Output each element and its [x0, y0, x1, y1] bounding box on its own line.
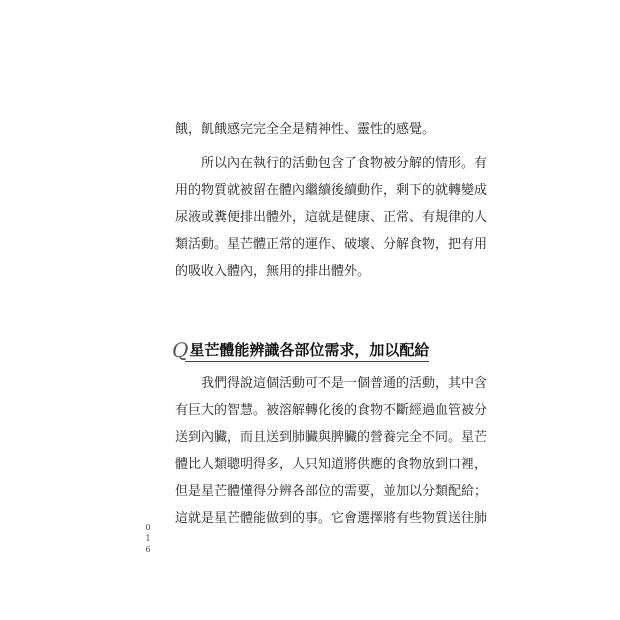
section-heading-text: 星芒體能辨識各部位需求，加以配給 [185, 339, 429, 362]
page-number-digit: 1 [145, 534, 151, 543]
text-line: 尿液或糞便排出體外，這就是健康、正常、有規律的人 [175, 210, 488, 225]
text-line: 但是星芒體懂得分辨各部位的需要，並加以分類配給； [175, 484, 488, 499]
text-line: 所以內在執行的活動包含了食物被分解的情形。有 [175, 156, 488, 171]
page-number-digit: 6 [145, 545, 151, 554]
page-number [143, 522, 153, 555]
text-line: 這就是星芒體能做到的事。它會選擇將有些物質送往肺 [175, 511, 488, 526]
text-line: 用的物質就被留在體內繼續後續動作，剩下的就轉變成 [175, 183, 488, 198]
text-line: 我們得說這個活動可不是一個普通的活動，其中含 [175, 376, 488, 391]
section-heading [172, 338, 429, 362]
question-mark-icon: Q [172, 338, 183, 362]
text-line: 體比人類聰明得多，人只知道將供應的食物放到口裡， [175, 457, 488, 472]
text-line: 送到內臟，而且送到肺臟與脾臟的營養完全不同。星芒 [175, 430, 488, 445]
text-line: 的吸收入體內，無用的排出體外。 [175, 264, 371, 279]
text-line: 餓，飢餓感完完全全是精神性、靈性的感覺。 [175, 122, 436, 137]
paragraph-2 [175, 150, 487, 285]
page-number-digit: 0 [145, 523, 151, 532]
paragraph-1 [175, 116, 435, 143]
text-line: 類活動。星芒體正常的運作、破壞、分解食物，把有用 [175, 237, 488, 252]
text-line: 有巨大的智慧。被溶解轉化後的食物不斷經過血管被分 [175, 403, 488, 418]
paragraph-3 [175, 370, 487, 532]
